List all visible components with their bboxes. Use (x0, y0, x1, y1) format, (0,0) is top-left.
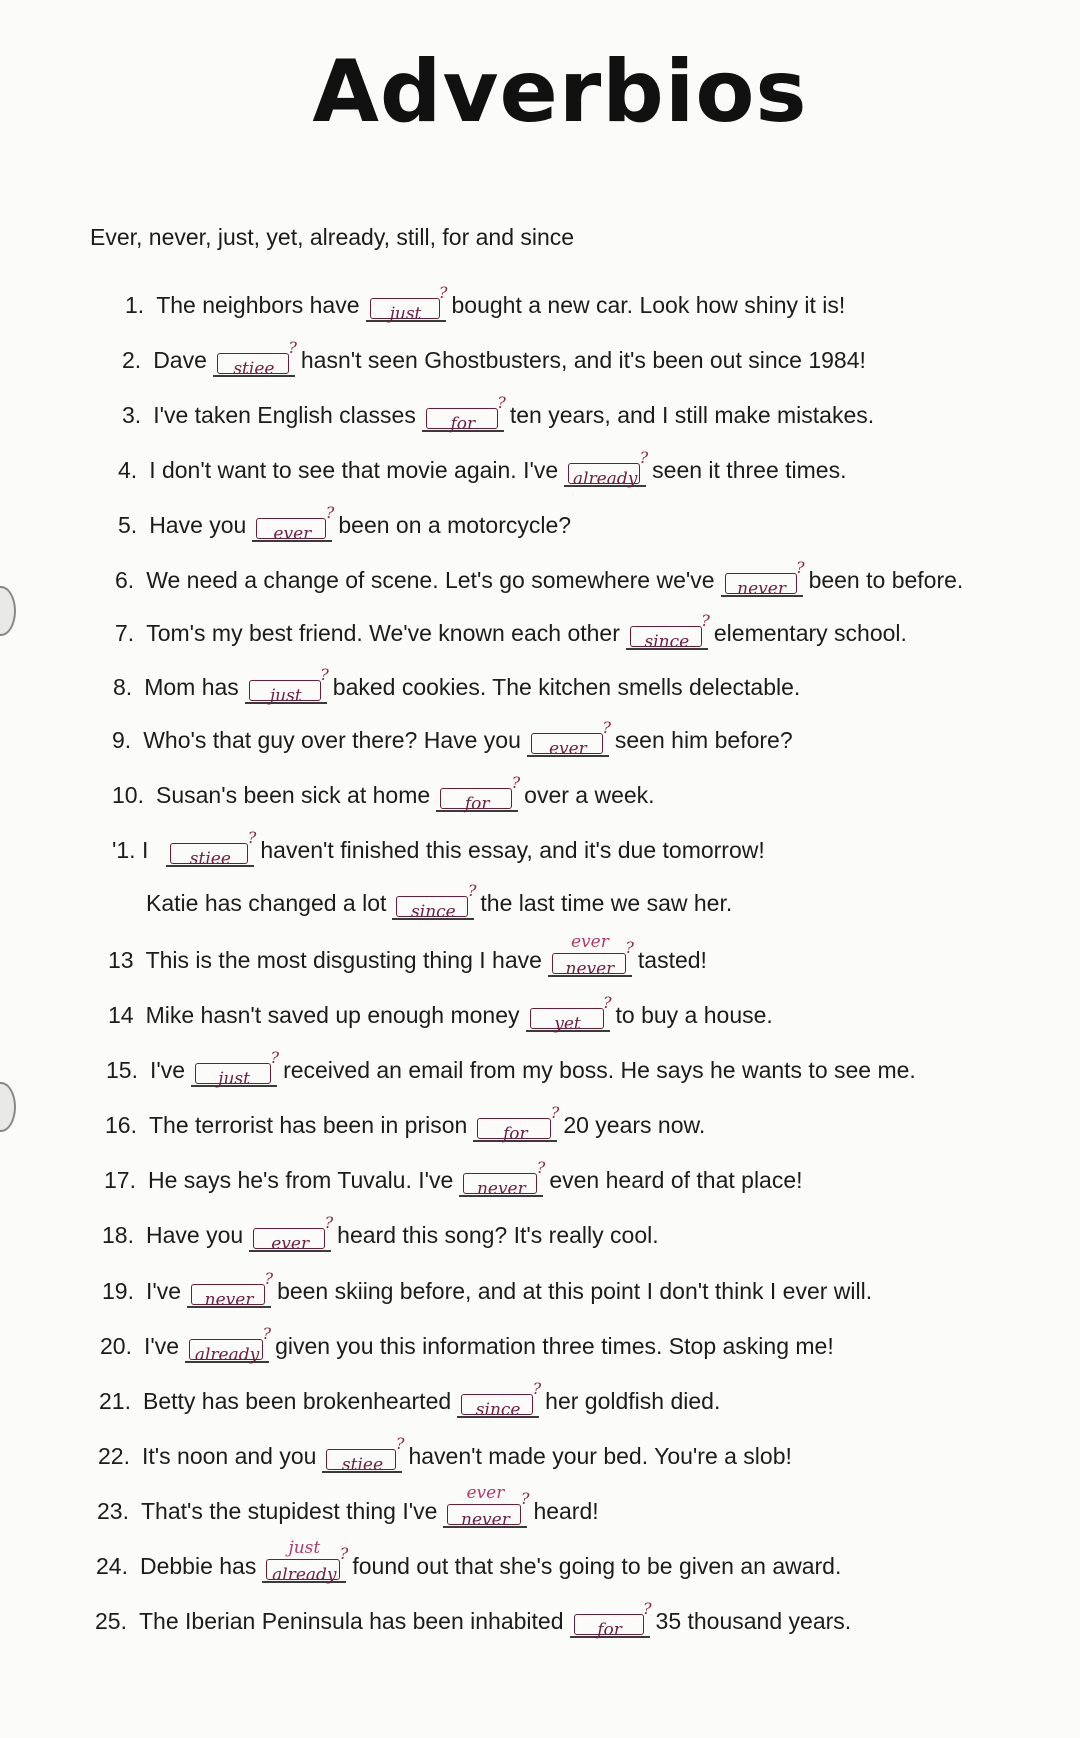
sentence-before: Katie has changed a lot (146, 890, 387, 916)
exercise-item (112, 773, 655, 814)
item-number: 17. (104, 1167, 136, 1193)
answer-blank[interactable] (473, 1103, 560, 1144)
handwritten-answer: ever (548, 739, 587, 759)
sentence-after: found out that she's going to be given an award. (352, 1553, 842, 1579)
answer-blank[interactable] (422, 393, 506, 434)
correction-mark: ? (438, 283, 448, 302)
sentence-after: been to before. (808, 567, 964, 593)
sentence-before: Debbie has (139, 1553, 257, 1579)
handwritten-correction: ever (570, 932, 609, 952)
sentence-after: elementary school. (713, 620, 907, 646)
exercise-item (99, 1379, 721, 1420)
sentence-after: seen it three times. (652, 457, 847, 483)
handwritten-answer: for (502, 1124, 528, 1144)
sentence-after: been on a motorcycle? (338, 512, 572, 538)
sentence-after: even heard of that place! (549, 1167, 803, 1193)
item-number: 1. (125, 292, 145, 318)
answer-blank[interactable] (564, 448, 649, 489)
item-number: 20. (100, 1333, 132, 1359)
exercise-item (100, 1324, 834, 1365)
handwritten-answer: for (450, 414, 476, 434)
answer-blank[interactable] (166, 828, 257, 869)
correction-mark: ? (339, 1544, 349, 1563)
handwritten-answer: for (597, 1620, 622, 1640)
sentence-before: The terrorist has been in prison (148, 1112, 468, 1138)
handwritten-answer: just (269, 686, 302, 706)
sentence-before: Have you (149, 512, 247, 538)
item-number: 3. (122, 402, 142, 428)
sentence-before: Who's that guy over there? Have you (143, 727, 521, 753)
exercise-item (125, 283, 846, 324)
answer-blank[interactable] (392, 881, 477, 922)
sentence-after: received an email from my boss. He says he wants to see me. (283, 1057, 916, 1083)
handwritten-answer: already (194, 1345, 260, 1365)
handwritten-answer: just (218, 1069, 250, 1089)
correction-mark: ? (625, 938, 634, 957)
binder-hole (0, 1082, 16, 1132)
answer-blank[interactable] (245, 665, 329, 706)
correction-mark: ? (642, 1599, 652, 1618)
exercise-item (108, 993, 773, 1034)
correction-mark: ? (602, 718, 611, 737)
handwritten-correction: just (288, 1538, 321, 1558)
sentence-before: Betty has been brokenhearted (142, 1388, 452, 1414)
item-number: 18. (102, 1222, 134, 1248)
handwritten-answer: never (461, 1510, 510, 1530)
sentence-after: bought a new car. Look how shiny it is! (451, 292, 846, 318)
sentence-after: her goldfish died. (545, 1388, 721, 1414)
handwritten-answer: since (644, 632, 690, 652)
correction-mark: ? (532, 1379, 542, 1398)
exercise-item (118, 448, 847, 489)
item-number: 4. (118, 457, 138, 483)
exercise-item (97, 1483, 599, 1530)
item-number: 10. (112, 782, 144, 808)
correction-mark: ? (550, 1103, 560, 1122)
answer-blank[interactable] (570, 1599, 652, 1640)
exercise-item (96, 1538, 842, 1585)
sentence-before: I don't want to see that movie again. I've (149, 457, 559, 483)
handwritten-answer: never (737, 579, 786, 599)
correction-mark: ? (288, 338, 297, 357)
sentence-before: I've (149, 1057, 186, 1083)
correction-mark: ? (262, 1324, 272, 1343)
sentence-before: The Iberian Peninsula has been inhabited (138, 1608, 564, 1634)
sentence-before: He says he's from Tuvalu. I've (147, 1167, 454, 1193)
item-number: 23. (97, 1498, 129, 1524)
sentence-after: given you this information three times. Stop asking me! (275, 1333, 834, 1359)
sentence-after: over a week. (524, 782, 655, 808)
answer-blank[interactable] (322, 1434, 405, 1475)
sentence-after: to buy a house. (615, 1002, 773, 1028)
item-number: 16. (105, 1112, 137, 1138)
sentence-after: baked cookies. The kitchen smells delectable. (332, 674, 801, 700)
sentence-after: seen him before? (614, 727, 793, 753)
exercise-item (102, 1213, 659, 1254)
handwritten-answer: since (475, 1400, 521, 1420)
sentence-before: Mike hasn't saved up enough money (145, 1002, 520, 1028)
item-number: 14 (108, 1002, 134, 1028)
sentence-before: It's noon and you (141, 1443, 317, 1469)
handwritten-answer: for (464, 794, 490, 814)
answer-blank[interactable] (187, 1269, 274, 1310)
sentence-before: We need a change of scene. Let's go somewhere we've (146, 567, 715, 593)
correction-mark: ? (467, 881, 477, 900)
exercise-item (102, 1269, 873, 1310)
correction-mark: ? (325, 503, 335, 522)
answer-blank[interactable] (185, 1324, 272, 1365)
answer-blank[interactable] (626, 611, 710, 652)
sentence-after: heard this song? It's really cool. (337, 1222, 659, 1248)
item-number: 2. (122, 347, 142, 373)
item-number: 13 (108, 947, 134, 973)
handwritten-answer: stiee (189, 849, 231, 869)
item-number: 8. (113, 674, 133, 700)
handwritten-correction: ever (466, 1483, 505, 1503)
correction-mark: ? (247, 828, 257, 847)
item-number: 21. (99, 1388, 131, 1414)
answer-blank[interactable] (262, 1538, 349, 1585)
sentence-before: That's the stupidest thing I've (140, 1498, 438, 1524)
correction-mark: ? (701, 611, 710, 630)
sentence-after: tasted! (637, 947, 707, 973)
item-number: 9. (112, 727, 132, 753)
exercise-item (104, 1158, 803, 1199)
binder-hole (0, 586, 16, 636)
item-number: 24. (96, 1553, 128, 1579)
exercise-item (95, 1599, 852, 1640)
handwritten-answer: already (572, 469, 638, 489)
sentence-before: I've taken English classes (153, 402, 416, 428)
correction-mark: ? (520, 1489, 530, 1508)
exercise-item (98, 1434, 792, 1475)
exercise-item (108, 932, 707, 979)
answer-blank[interactable] (436, 773, 521, 814)
sentence-before: I've (143, 1333, 180, 1359)
sentence-before: Tom's my best friend. We've known each other (146, 620, 620, 646)
sentence-before: Have you (145, 1222, 244, 1248)
sentence-after: heard! (533, 1498, 599, 1524)
exercise-item (113, 665, 801, 706)
sentence-after: the last time we saw her. (480, 890, 733, 916)
answer-blank[interactable] (252, 503, 335, 544)
sentence-before: This is the most disgusting thing I have (145, 947, 542, 973)
correction-mark: ? (264, 1269, 274, 1288)
item-number: 6. (115, 567, 135, 593)
answer-blank[interactable] (459, 1158, 546, 1199)
correction-mark: ? (320, 665, 329, 684)
handwritten-answer: ever (273, 524, 312, 544)
exercise-item (115, 611, 907, 652)
correction-mark: ? (795, 558, 805, 577)
sentence-after: ten years, and I still make mistakes. (509, 402, 875, 428)
handwritten-answer: since (411, 902, 456, 922)
handwritten-answer: never (565, 959, 615, 979)
correction-mark: ? (497, 393, 506, 412)
item-number: 25. (95, 1608, 127, 1634)
handwritten-answer: just (389, 304, 422, 324)
sentence-after: hasn't seen Ghostbusters, and it's been out since 1984! (300, 347, 866, 373)
handwritten-answer: never (204, 1290, 254, 1310)
sentence-after: been skiing before, and at this point I don't think I ever will. (277, 1278, 873, 1304)
exercise-item (105, 1103, 706, 1144)
correction-mark: ? (536, 1158, 546, 1177)
correction-mark: ? (639, 448, 649, 467)
answer-blank[interactable] (527, 718, 611, 759)
exercise-item (112, 828, 765, 869)
sentence-after: haven't made your bed. You're a slob! (408, 1443, 792, 1469)
item-number: 19. (102, 1278, 134, 1304)
handwritten-answer: already (272, 1565, 337, 1585)
handwritten-answer: ever (271, 1234, 310, 1254)
page-title: Adverbios (312, 42, 808, 142)
instruction-text: Ever, never, just, yet, already, still, for and since (90, 224, 575, 250)
sentence-before: Susan's been sick at home (155, 782, 431, 808)
exercise-item (112, 718, 793, 759)
answer-blank[interactable] (721, 558, 805, 599)
answer-blank[interactable] (548, 932, 634, 979)
handwritten-answer: stiee (233, 359, 275, 379)
correction-mark: ? (395, 1434, 405, 1453)
answer-blank[interactable] (249, 1213, 334, 1254)
correction-mark: ? (324, 1213, 334, 1232)
answer-blank[interactable] (213, 338, 297, 379)
correction-mark: ? (270, 1048, 280, 1067)
handwritten-answer: never (476, 1179, 526, 1199)
sentence-after: 35 thousand years. (655, 1608, 852, 1634)
correction-mark: ? (602, 993, 612, 1012)
answer-blank[interactable] (457, 1379, 542, 1420)
answer-blank[interactable] (366, 283, 448, 324)
answer-blank[interactable] (443, 1483, 530, 1530)
sentence-after: 20 years now. (563, 1112, 706, 1138)
item-number: 7. (115, 620, 135, 646)
answer-blank[interactable] (526, 993, 612, 1034)
correction-mark: ? (511, 773, 521, 792)
handwritten-answer: stiee (341, 1455, 384, 1475)
exercise-item (115, 558, 964, 599)
item-number: 15. (106, 1057, 138, 1083)
item-number: 22. (98, 1443, 130, 1469)
exercise-item (146, 881, 733, 922)
exercise-item (122, 338, 866, 379)
sentence-before: Mom has (144, 674, 239, 700)
exercise-item (122, 393, 875, 434)
answer-blank[interactable] (191, 1048, 280, 1089)
handwritten-answer: yet (554, 1014, 581, 1034)
sentence-before: I've (145, 1278, 182, 1304)
exercise-item (118, 503, 572, 544)
sentence-after: haven't finished this essay, and it's due tomorrow! (260, 837, 765, 863)
sentence-before: The neighbors have (156, 292, 360, 318)
exercise-item (106, 1048, 916, 1089)
sentence-before: Dave (153, 347, 207, 373)
item-number: '1. I (112, 837, 149, 863)
item-number: 5. (118, 512, 138, 538)
